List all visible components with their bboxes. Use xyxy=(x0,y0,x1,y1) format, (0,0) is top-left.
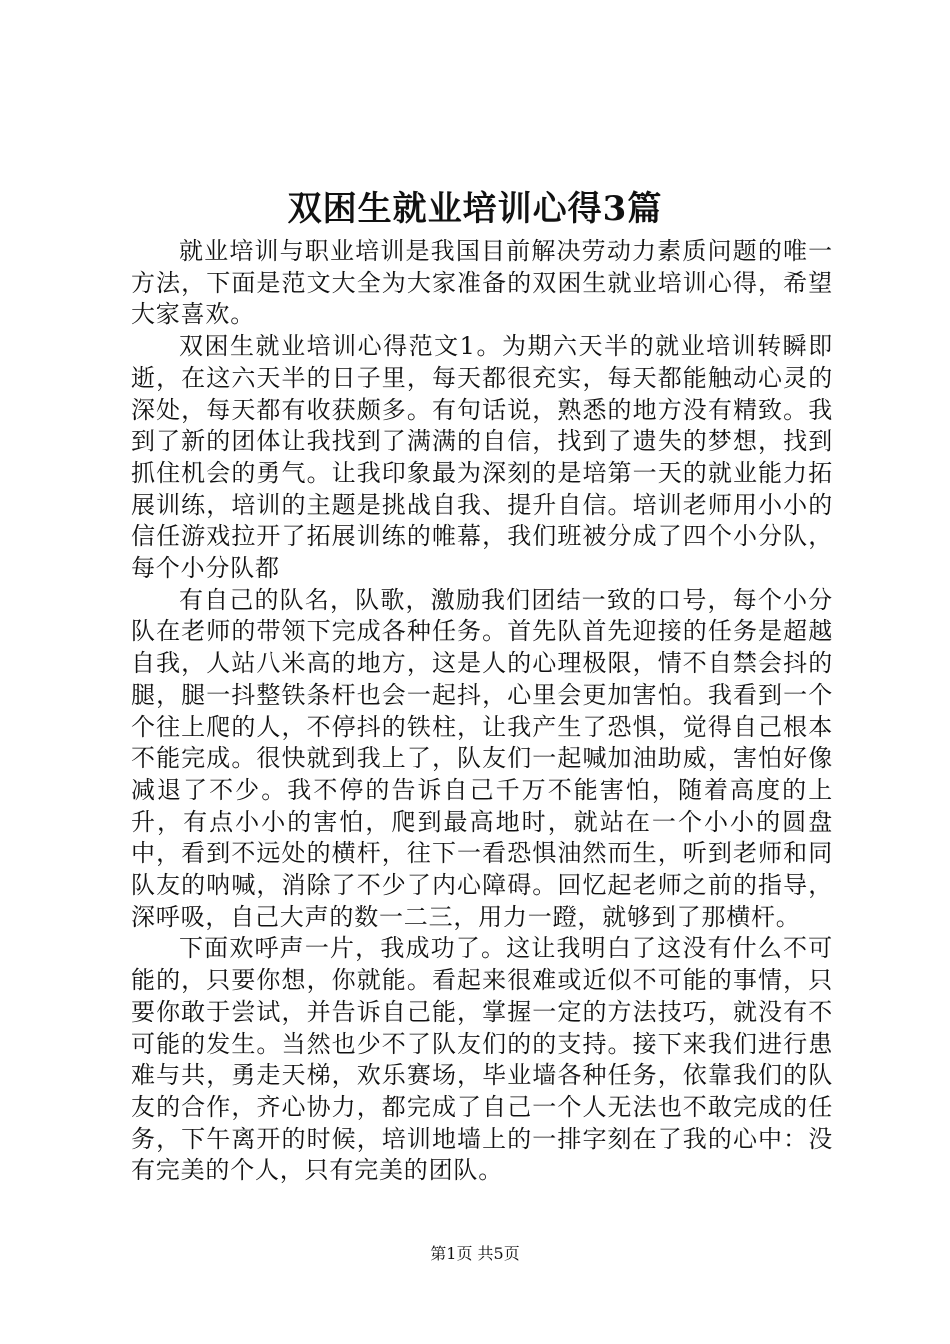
paragraph-success: 下面欢呼声一片，我成功了。这让我明白了这没有什么不可能的，只要你想，你就能。看起来很难或近似不可能的事情，只要你敢于尝试，并告诉自己能，掌握一定的方法技巧，就没有不可能的发生。当然也少不了队友们的的支持。接下来我们进行患难与共，勇走天梯，欢乐赛场，毕业墙各种任务，依靠我们的队友的合作，齐心协力，都完成了自己一个人无法也不敢完成的任务，下午离开的时候，培训地墙上的一排字刻在了我的心中：没有完美的个人，只有完美的团队。 xyxy=(131,934,833,1185)
page-footer xyxy=(0,1243,950,1265)
paragraph-sample-1: 双困生就业培训心得范文1。为期六天半的就业培训转瞬即逝，在这六天半的日子里，每天都很充实，每天都能触动心灵的深处，每天都有收获颇多。有句话说，熟悉的地方没有精致。我到了新的团体让我找到了满满的自信，找到了遗失的梦想，找到抓住机会的勇气。让我印象最为深刻的是培第一天的就业能力拓展训练，培训的主题是挑战自我、提升自信。培训老师用小小的信任游戏拉开了拓展训练的帷幕，我们班被分成了四个小分队，每个小分队都 xyxy=(131,332,833,583)
paragraph-intro: 就业培训与职业培训是我国目前解决劳动力素质问题的唯一方法，下面是范文大全为大家准备的双困生就业培训心得，希望大家喜欢。 xyxy=(131,237,833,329)
page-total: 共5页 xyxy=(477,1244,520,1263)
document-body xyxy=(131,236,833,1187)
page-title: 双困生就业培训心得3篇 xyxy=(287,189,663,229)
paragraph-continuation: 有自己的队名，队歌，激励我们团结一致的口号，每个小分队在老师的带领下完成各种任务。首先队首先迎接的任务是超越自我，人站八米高的地方，这是人的心理极限，情不自禁会抖的腿，腿一抖整铁条杆也会一起抖，心里会更加害怕。我看到一个个往上爬的人，不停抖的铁柱，让我产生了恐惧，觉得自己根本不能完成。很快就到我上了，队友们一起喊加油助威，害怕好像减退了不少。我不停的告诉自己千万不能害怕，随着高度的上升，有点小小的害怕，爬到最高地时，就站在一个小小的圆盘中，看到不远处的横杆，往下一看恐惧油然而生，听到老师和同队友的呐喊，消除了不少了内心障碍。回忆起老师之前的指导，深呼吸，自己大声的数一二三，用力一蹬，就够到了那横杆。 xyxy=(131,585,833,931)
page-number: 第1页 xyxy=(430,1244,473,1263)
